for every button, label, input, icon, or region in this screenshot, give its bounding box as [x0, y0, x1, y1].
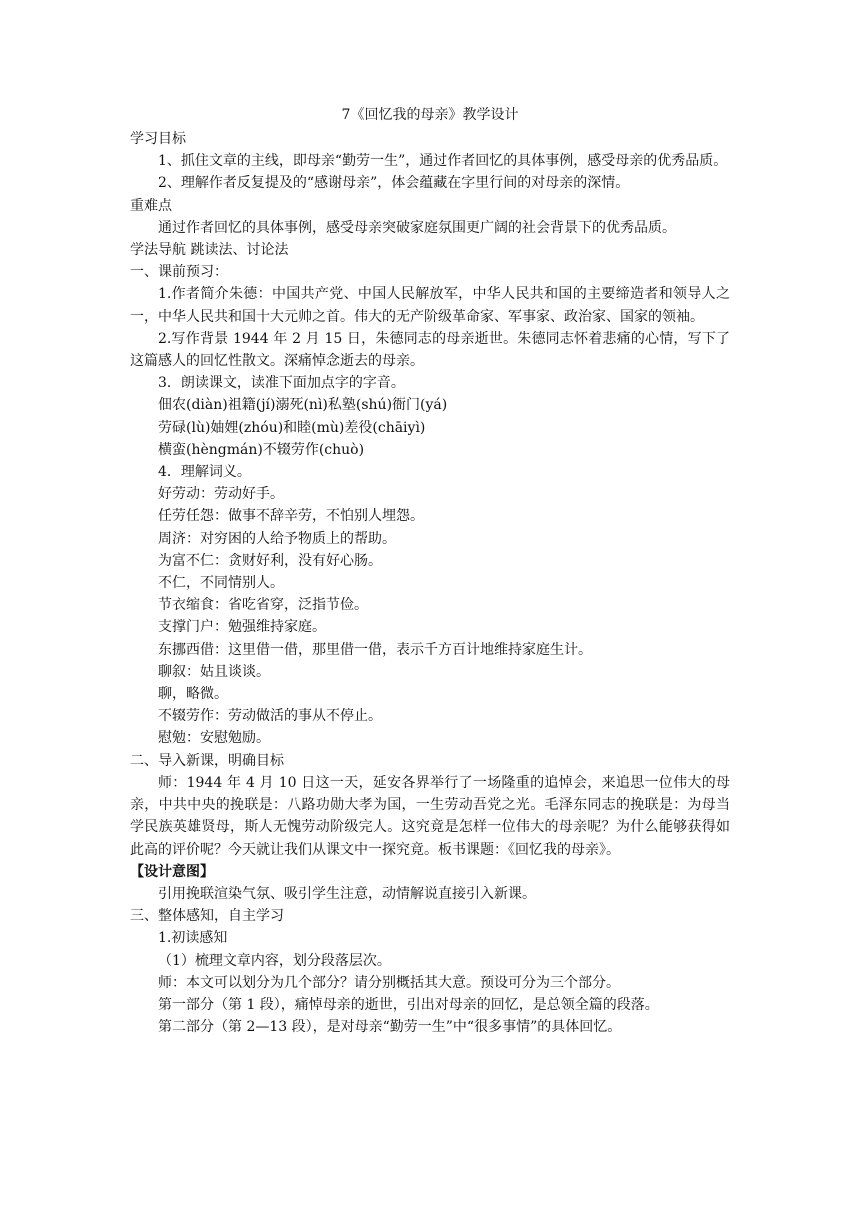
text-line: 不辍劳作：劳动做活的事从不停止。: [158, 708, 382, 725]
document-body: [130, 104, 730, 1038]
paragraph: 1、抓住文章的主线，即母亲“勤劳一生”，通过作者回忆的具体事例，感受母亲的优秀品质。: [158, 153, 728, 170]
text-line: 为富不仁：贪财好利，没有好心肠。: [158, 552, 382, 569]
text-line: 师：本文可以划分为几个部分？请分别概括其大意。预设可分为三个部分。: [158, 974, 620, 991]
text-line: （1）梳理文章内容，划分段落层次。: [158, 952, 391, 969]
paragraph: 2.写作背景 1944 年 2 月 15 日，朱德同志的母亲逝世。朱德同志怀着悲痛的心情，写下了这篇感人的回忆性散文。深痛悼念逝去的母亲。: [130, 330, 730, 370]
text-line: 不仁，不同情别人。: [158, 575, 284, 592]
text-line: 4．理解词义。: [158, 464, 251, 481]
text-line: 1.初读感知: [158, 930, 228, 947]
paragraph: 1.作者简介朱德：中国共产党、中国人民解放军，中华人民共和国的主要缔造者和领导人之一，中华人民共和国十大元帅之首。伟大的无产阶级革命家、军事家、政治家、国家的领袖。: [130, 286, 730, 325]
section-heading: 学法导航 跳读法、讨论法: [130, 242, 289, 259]
text-line: 引用挽联渲染气氛、吸引学生注意，动情解说直接引入新课。: [158, 885, 536, 902]
bold-heading: 【设计意图】: [130, 863, 214, 880]
text-line: 支撑门户：勉强维持家庭。: [158, 619, 326, 636]
text-line: 节衣缩食：省吃省穿，泛指节俭。: [158, 597, 368, 614]
text-line: 好劳动：劳动好手。: [158, 486, 284, 503]
text-line: 第一部分（第 1 段），痛悼母亲的逝世，引出对母亲的回忆，是总领全篇的段落。: [158, 996, 659, 1013]
text-line: 3．朗读课文，读准下面加点字的字音。: [158, 375, 405, 392]
text-line: 任劳任怨：做事不辞辛劳，不怕别人埋怨。: [158, 508, 424, 525]
text-line: 横蛮(hèngmán)不辍劳作(chuò): [158, 441, 365, 458]
paragraph: 2、理解作者反复提及的“感谢母亲”，体会蕴藏在字里行间的对母亲的深情。: [158, 175, 630, 192]
text-line: 慰勉：安慰勉励。: [158, 730, 270, 747]
text-line: 东挪西借：这里借一借，那里借一借，表示千方百计地维持家庭生计。: [158, 641, 592, 658]
section-heading: 学习目标: [130, 131, 186, 147]
document-lines: [130, 128, 730, 1038]
text-line: 第二部分（第 2—13 段），是对母亲“勤劳一生”中“很多事情”的具体回忆。: [158, 1019, 622, 1036]
text-line: 聊叙：姑且谈谈。: [158, 663, 270, 680]
section-heading: 一、课前预习：: [130, 264, 228, 281]
document-title: 7《回忆我的母亲》教学设计: [341, 107, 519, 123]
text-line: 聊，略微。: [158, 686, 228, 703]
text-line: 劳碌(lù)妯娌(zhóu)和睦(mù)差役(chāiyì): [158, 419, 426, 436]
section-heading: 二、导入新课，明确目标: [130, 752, 284, 769]
section-heading: 重难点: [130, 197, 172, 214]
text-line: 佃农(diàn)祖籍(jí)溺死(nì)私塾(shú)衙门(yá): [158, 397, 448, 414]
text-line: 周济：对穷困的人给予物质上的帮助。: [158, 530, 396, 547]
section-heading: 三、整体感知，自主学习: [130, 908, 284, 925]
paragraph: 师：1944 年 4 月 10 日这一天，延安各界举行了一场隆重的追悼会，来追思一位伟大的母亲，中共中央的挽联是：八路功勋大孝为国，一生劳动吾党之光。毛泽东同志的挽联是：为母当学民族英雄贤母，斯人无愧劳动阶级完人。这究竟是怎样一位伟大的母亲呢？为什么能够获得如此高的评价呢？今天就让我们从课文中一探究竟。板书课题：《回忆我的母亲》。: [130, 774, 730, 858]
paragraph: 通过作者回忆的具体事例，感受母亲突破家庭氛围更广阔的社会背景下的优秀品质。: [158, 219, 676, 236]
